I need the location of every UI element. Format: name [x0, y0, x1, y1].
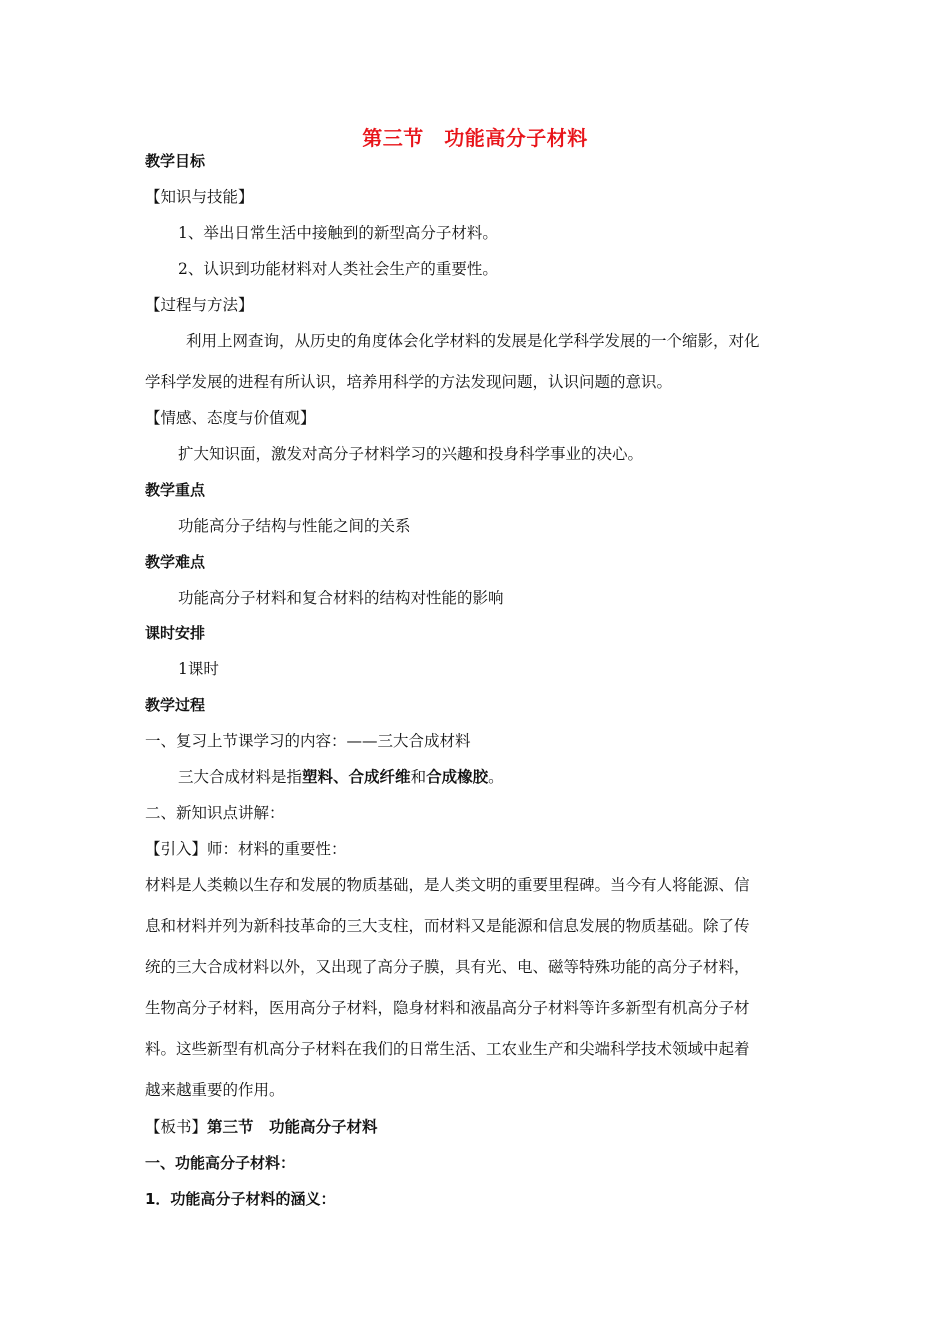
review-suffix: 。: [488, 768, 504, 786]
emotion-text: 扩大知识面，激发对高分子材料学习的兴趣和投身科学事业的决心。: [178, 445, 644, 463]
schedule-heading: 课时安排: [145, 624, 206, 642]
review-line: 一、复习上节课学习的内容：——三大合成材料: [145, 732, 471, 750]
paragraph-line-5: 料。这些新型有机高分子材料在我们的日常生活、工农业生产和尖端科学技术领域中起着: [145, 1040, 750, 1058]
knowledge-item-1: 1、举出日常生活中接触到的新型高分子材料。: [178, 224, 498, 242]
new-points-line: 二、新知识点讲解：: [145, 804, 285, 822]
intro-label: 【引入】: [145, 840, 208, 858]
paragraph-line-6: 越来越重要的作用。: [145, 1081, 285, 1099]
review-sep-2: 和: [410, 768, 427, 786]
difficulty-heading: 教学难点: [145, 553, 206, 571]
page-title: 第三节 功能高分子材料: [362, 126, 588, 150]
review-detail: [178, 766, 504, 788]
board-line: [145, 1116, 378, 1138]
section-1-1-heading: 1．功能高分子材料的涵义：: [145, 1190, 336, 1208]
paragraph-line-1: 材料是人类赖以生存和发展的物质基础，是人类文明的重要里程碑。当今有人将能源、信: [145, 876, 750, 894]
process-paragraph-line-1: 利用上网查询，从历史的角度体会化学材料的发展是化学科学发展的一个缩影，对化: [186, 332, 760, 350]
goals-heading: 教学目标: [145, 152, 206, 170]
review-item-fiber: 合成纤维: [348, 768, 411, 786]
intro-line: [145, 838, 347, 860]
paragraph-line-2: 息和材料并列为新科技革命的三大支柱，而材料又是能源和信息发展的物质基础。除了传: [145, 917, 750, 935]
paragraph-line-3: 统的三大合成材料以外，又出现了高分子膜，具有光、电、磁等特殊功能的高分子材料，: [145, 958, 750, 976]
section-1-heading: 一、功能高分子材料：: [145, 1154, 296, 1172]
emotion-heading: 【情感、态度与价值观】: [145, 409, 316, 427]
paragraph-line-4: 生物高分子材料，医用高分子材料，隐身材料和液晶高分子材料等许多新型有机高分子材: [145, 999, 750, 1017]
key-text: 功能高分子结构与性能之间的关系: [178, 517, 411, 535]
process-paragraph-line-2: 学科学发展的进程有所认识，培养用科学的方法发现问题，认识问题的意识。: [145, 373, 673, 391]
process-heading: 【过程与方法】: [145, 296, 254, 314]
board-text: 第三节 功能高分子材料: [207, 1118, 378, 1136]
intro-text: 师：材料的重要性：: [207, 840, 347, 858]
board-label: 【板书】: [145, 1118, 208, 1136]
review-item-rubber: 合成橡胶: [426, 768, 489, 786]
review-prefix: 三大合成材料是指: [178, 768, 303, 786]
difficulty-text: 功能高分子材料和复合材料的结构对性能的影响: [178, 589, 504, 607]
review-item-plastic: 塑料: [302, 768, 334, 786]
knowledge-heading: 【知识与技能】: [145, 188, 254, 206]
schedule-text: 1课时: [178, 660, 219, 678]
knowledge-item-2: 2、认识到功能材料对人类社会生产的重要性。: [178, 260, 498, 278]
teaching-process-heading: 教学过程: [145, 696, 206, 714]
key-heading: 教学重点: [145, 481, 206, 499]
review-sep-1: 、: [333, 768, 349, 786]
